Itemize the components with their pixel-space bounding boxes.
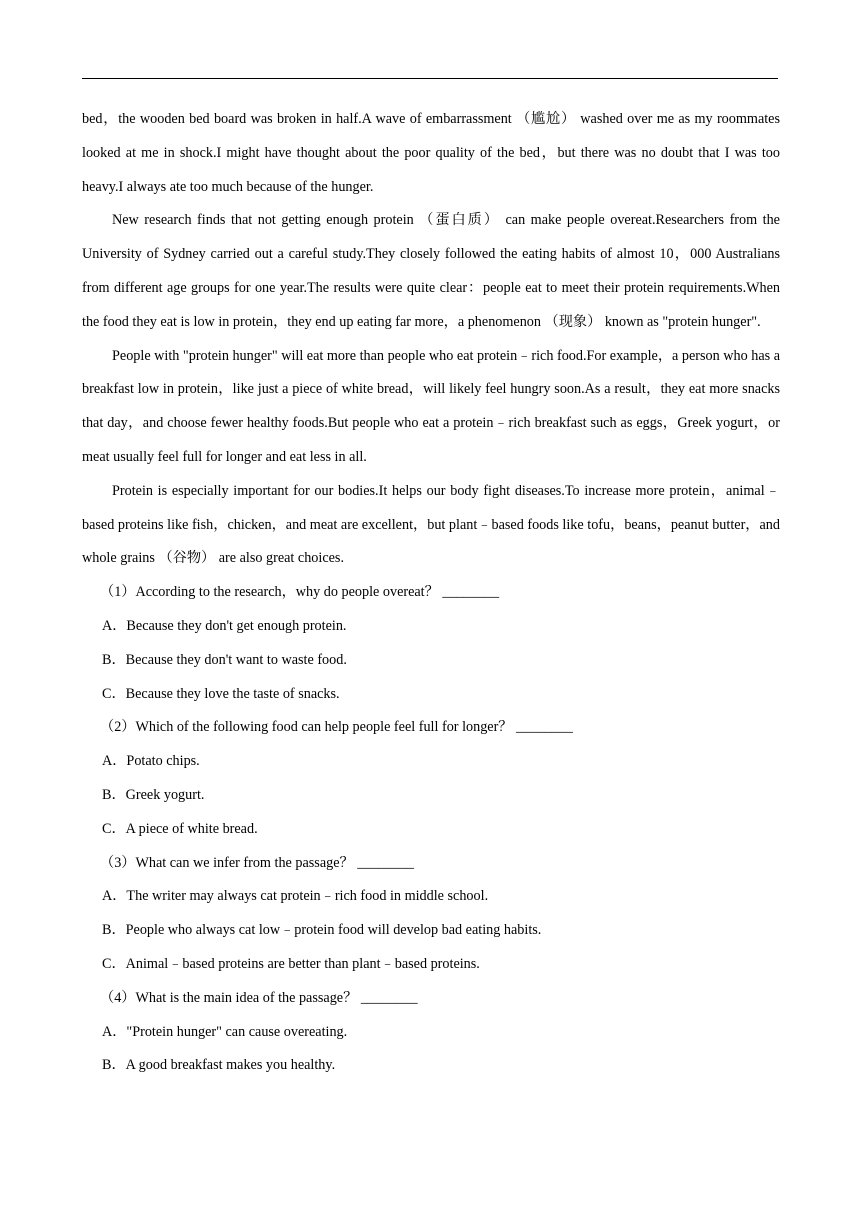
answer-option: A．Because they don't get enough protein. [102,617,347,634]
passage-paragraph: Protein is especially important for our bodies.It helps our body fight diseases.To increase more protein，animal﹣based proteins like fish，chicken，and meat are excellent，but plant﹣based foods like tofu，beans，peanut butter，and whole grains （谷物） are also great choices. [82,482,780,567]
header-rule [82,78,778,79]
answer-option: A．"Protein hunger" can cause overeating. [102,1023,348,1040]
answer-option: B．Greek yogurt. [102,786,205,803]
answer-option: B．A good breakfast makes you healthy. [102,1057,336,1074]
answer-option: B．Because they don't want to waste food. [102,651,347,668]
answer-option: A．The writer may always cat protein﹣rich food in middle school. [102,888,489,905]
question-stem: （3）What can we infer from the passage？ ________ [100,854,415,871]
answer-option: C．Animal﹣based proteins are better than plant﹣based proteins. [102,955,480,972]
passage-paragraph: bed，the wooden bed board was broken in half.A wave of embarrassment （尴尬） washed over me as my roommates looked at me in shock.I might have thought about the poor quality of the bed，but there was no doubt that I was too heavy.I always ate too much because of the hunger. [82,111,780,195]
answer-option: C．A piece of white bread. [102,820,258,837]
passage-paragraph: People with "protein hunger" will eat more than people who eat protein﹣rich food.For example，a person who has a breakfast low in protein，like just a piece of white bread，will likely feel hungry soon.As a result，they eat more snacks that day，and choose fewer healthy foods.But people who eat a protein﹣rich breakfast such as eggs，Greek yogurt，or meat usually feel full for longer and eat less in all. [82,347,780,465]
question-stem: （4）What is the main idea of the passage？ ________ [100,989,418,1006]
question-stem: （1）According to the research，why do people overeat？ ________ [100,584,500,601]
answer-option: B．People who always cat low﹣protein food will develop bad eating habits. [102,922,542,939]
answer-option: A．Potato chips. [102,753,200,770]
passage-paragraph: New research finds that not getting enough protein （蛋白质） can make people overeat.Researchers from the University of Sydney carried out a careful study.They closely followed the eating habits of almost 10，000 Australians from different age groups for one year.The results were quite clear：people eat to meet their protein requirements.When the food they eat is low in protein，they end up eating far more，a phenomenon （现象） known as "protein hunger". [82,212,780,330]
question-stem: （2）Which of the following food can help people feel full for longer？ ________ [100,719,573,736]
answer-option: C．Because they love the taste of snacks. [102,685,340,702]
document-body [82,103,780,1083]
